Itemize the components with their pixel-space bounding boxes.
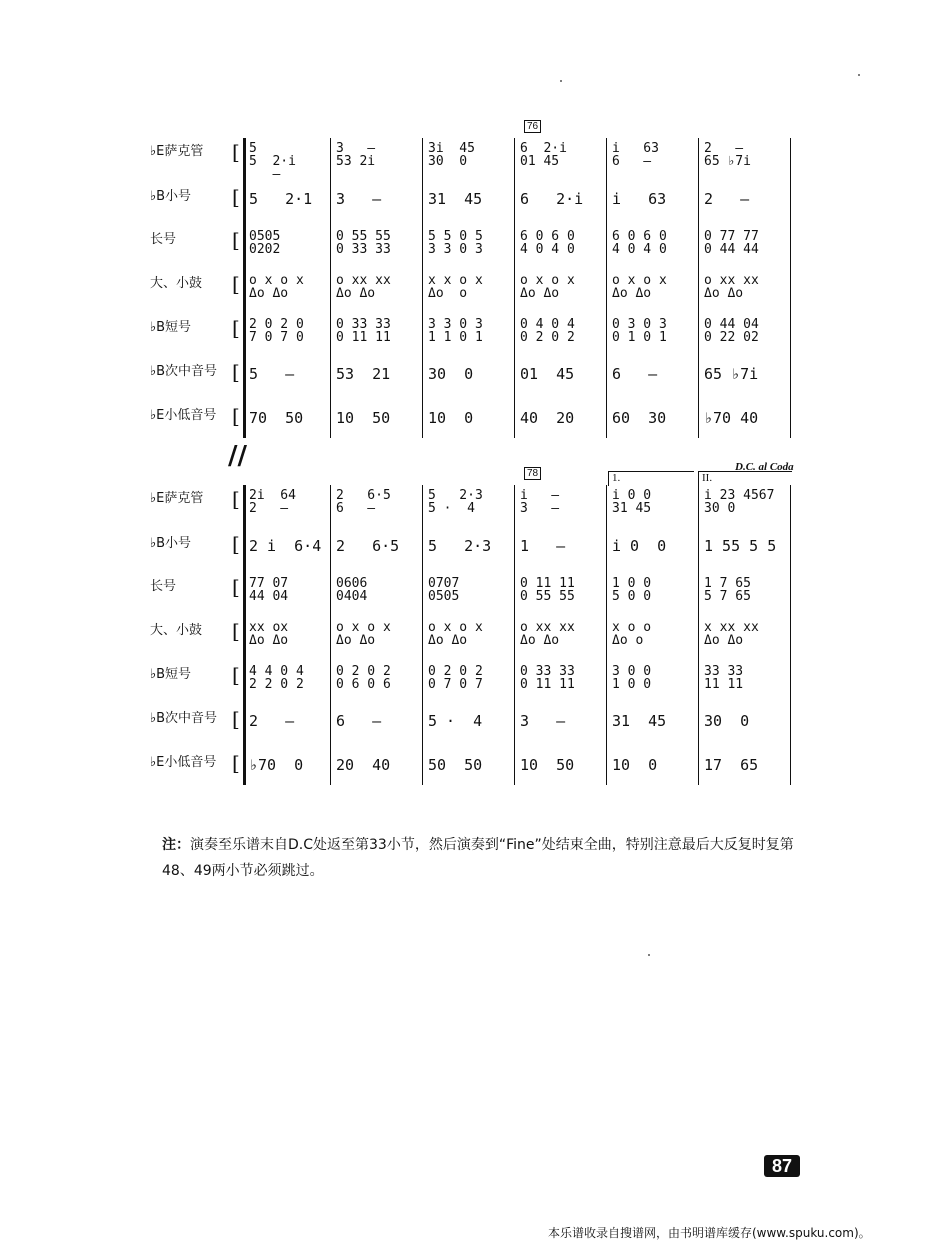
- measure: 5 · 4: [428, 712, 483, 730]
- measure: o x o x Δo Δo: [612, 273, 667, 301]
- measure: 2i 64 2 –: [249, 488, 296, 516]
- measure: 40 20: [520, 409, 575, 427]
- measure: 10 50: [336, 409, 391, 427]
- measure: ♭70 40: [704, 409, 759, 427]
- measure: o xx xx Δo Δo: [520, 620, 575, 648]
- measure: x o o Δo o: [612, 620, 652, 648]
- instrument-label: 长号: [150, 232, 177, 247]
- measure: xx ox Δo Δo: [249, 620, 289, 648]
- rehearsal-mark: 78: [524, 467, 541, 480]
- staff-bracket: [: [232, 707, 240, 731]
- measure: 1 0 0 5 0 0: [612, 576, 652, 604]
- measure: i – 3 –: [520, 488, 560, 516]
- staff-row: [0, 661, 940, 699]
- measure: 6 –: [612, 365, 658, 383]
- measure: 3 –: [520, 712, 566, 730]
- measure: x xx xx Δo Δo: [704, 620, 759, 648]
- instrument-label: ♭B小号: [150, 536, 192, 551]
- barline: [422, 485, 423, 785]
- instrument-label: ♭B短号: [150, 667, 192, 682]
- measure: 53 21: [336, 365, 391, 383]
- staff-bracket: [: [232, 663, 240, 687]
- system-break-mark: //: [228, 441, 247, 471]
- measure: 2 –: [249, 712, 295, 730]
- measure: 2 6·5: [336, 537, 400, 555]
- measure: i 0 0: [612, 537, 667, 555]
- barline: [698, 485, 699, 785]
- measure: 0 11 11 0 55 55: [520, 576, 575, 604]
- performance-note: [162, 832, 812, 884]
- instrument-label: 长号: [150, 579, 177, 594]
- measure: 2 0 2 0 7 0 7 0: [249, 317, 304, 345]
- measure: 5 5 2·i –: [249, 141, 296, 182]
- measure: x x o x Δo o: [428, 273, 483, 301]
- staff-bracket: [: [232, 751, 240, 775]
- dc-al-coda-marking: D.C. al Coda: [735, 461, 794, 473]
- measure: 0505 0202: [249, 229, 281, 257]
- measure: o x o x Δo Δo: [336, 620, 391, 648]
- staff-bracket: [: [232, 360, 240, 384]
- staff-row: [0, 314, 940, 352]
- staff-row: [0, 358, 940, 396]
- measure: 0 3 0 3 0 1 0 1: [612, 317, 667, 345]
- instrument-label: ♭B小号: [150, 189, 192, 204]
- measure: o xx xx Δo Δo: [704, 273, 759, 301]
- measure: 70 50: [249, 409, 304, 427]
- note-text: 演奏至乐谱末自D.C处返至第33小节，然后演奏到“Fine”处结束全曲，特别注意最后大反复时复第48、49两小节必须跳过。: [162, 837, 794, 879]
- measure: 4 4 0 4 2 2 0 2: [249, 664, 304, 692]
- measure: 6 2·i: [520, 190, 584, 208]
- staff-bracket: [: [232, 619, 240, 643]
- measure: 3 3 0 3 1 1 0 1: [428, 317, 483, 345]
- measure: 10 0: [612, 756, 658, 774]
- measure: 6 –: [336, 712, 382, 730]
- barline: [606, 138, 607, 438]
- instrument-label: ♭E萨克管: [150, 144, 204, 159]
- measure: 31 45: [428, 190, 483, 208]
- barline: [243, 485, 246, 785]
- instrument-label: ♭B短号: [150, 320, 192, 335]
- staff-bracket: [: [232, 272, 240, 296]
- measure: ♭70 0: [249, 756, 304, 774]
- measure: 2 i 6·4: [249, 537, 322, 555]
- measure: 1 55 5 5: [704, 537, 777, 555]
- measure: 77 07 44 04: [249, 576, 289, 604]
- measure: 3i 45 30 0: [428, 141, 475, 169]
- source-footer: 本乐谱收录自搜谱网，由书明谱库缓存(www.spuku.com)。: [548, 1226, 871, 1240]
- measure: 2 6·5 6 –: [336, 488, 391, 516]
- measure: 0 33 33 0 11 11: [336, 317, 391, 345]
- measure: 0 55 55 0 33 33: [336, 229, 391, 257]
- measure: 3 – 53 2i: [336, 141, 376, 169]
- measure: 6 2·i 01 45: [520, 141, 567, 169]
- measure: 2 –: [704, 190, 750, 208]
- staff-bracket: [: [232, 140, 240, 164]
- measure: o xx xx Δo Δo: [336, 273, 391, 301]
- staff-row: [0, 402, 940, 440]
- measure: 0 2 0 2 0 6 0 6: [336, 664, 391, 692]
- measure: o x o x Δo Δo: [520, 273, 575, 301]
- instrument-label: 大、小鼓: [150, 623, 203, 638]
- instrument-label: ♭B次中音号: [150, 364, 218, 379]
- instrument-label: ♭B次中音号: [150, 711, 218, 726]
- measure: 5 –: [249, 365, 295, 383]
- barline: [790, 485, 791, 785]
- staff-row: [0, 270, 940, 308]
- measure: 0 44 04 0 22 02: [704, 317, 759, 345]
- staff-bracket: [: [232, 316, 240, 340]
- measure: 17 65: [704, 756, 759, 774]
- staff-row: [0, 617, 940, 655]
- staff-row: [0, 573, 940, 611]
- staff-bracket: [: [232, 404, 240, 428]
- measure: 31 45: [612, 712, 667, 730]
- measure: 1 –: [520, 537, 566, 555]
- measure: 0 2 0 2 0 7 0 7: [428, 664, 483, 692]
- scan-speck: [560, 80, 562, 82]
- note-prefix: 注：: [162, 837, 190, 853]
- volta-first-ending: 1.: [608, 471, 694, 486]
- measure: 0 4 0 4 0 2 0 2: [520, 317, 575, 345]
- barline: [243, 138, 246, 438]
- staff-row: [0, 226, 940, 264]
- measure: 20 40: [336, 756, 391, 774]
- staff-row: [0, 749, 940, 787]
- barline: [606, 485, 607, 785]
- measure: 5 2·1: [249, 190, 313, 208]
- measure: 10 0: [428, 409, 474, 427]
- instrument-label: ♭E小低音号: [150, 408, 217, 423]
- measure: o x o x Δo Δo: [249, 273, 304, 301]
- measure: 0707 0505: [428, 576, 460, 604]
- measure: i 63 6 –: [612, 141, 659, 169]
- page-number: 87: [764, 1155, 800, 1177]
- staff-row: [0, 705, 940, 743]
- barline: [790, 138, 791, 438]
- measure: 65 ♭7i: [704, 365, 759, 383]
- measure: 3 –: [336, 190, 382, 208]
- measure: 5 5 0 5 3 3 0 3: [428, 229, 483, 257]
- measure: 2 – 65 ♭7i: [704, 141, 751, 169]
- staff-bracket: [: [232, 228, 240, 252]
- measure: 60 30: [612, 409, 667, 427]
- staff-bracket: [: [232, 532, 240, 556]
- staff-row: [0, 138, 940, 182]
- barline: [514, 138, 515, 438]
- measure: 6 0 6 0 4 0 4 0: [612, 229, 667, 257]
- instrument-label: 大、小鼓: [150, 276, 203, 291]
- staff-row: [0, 530, 940, 568]
- staff-bracket: [: [232, 487, 240, 511]
- measure: 0 77 77 0 44 44: [704, 229, 759, 257]
- measure: 5 2·3 5 · 4: [428, 488, 483, 516]
- staff-bracket: [: [232, 185, 240, 209]
- measure: 1 7 65 5 7 65: [704, 576, 751, 604]
- barline: [422, 138, 423, 438]
- measure: i 63: [612, 190, 667, 208]
- barline: [330, 138, 331, 438]
- measure: 0606 0404: [336, 576, 368, 604]
- measure: i 0 0 31 45: [612, 488, 652, 516]
- measure: 30 0: [428, 365, 474, 383]
- measure: 01 45: [520, 365, 575, 383]
- measure: 33 33 11 11: [704, 664, 744, 692]
- rehearsal-mark: 76: [524, 120, 541, 133]
- staff-row: [0, 183, 940, 221]
- volta-second-ending: II.: [698, 471, 792, 486]
- measure: 50 50: [428, 756, 483, 774]
- scan-speck: [648, 954, 650, 956]
- barline: [330, 485, 331, 785]
- measure: 0 33 33 0 11 11: [520, 664, 575, 692]
- measure: 10 50: [520, 756, 575, 774]
- measure: 30 0: [704, 712, 750, 730]
- barline: [698, 138, 699, 438]
- measure: o x o x Δo Δo: [428, 620, 483, 648]
- measure: 5 2·3: [428, 537, 492, 555]
- barline: [514, 485, 515, 785]
- staff-bracket: [: [232, 575, 240, 599]
- instrument-label: ♭E小低音号: [150, 755, 217, 770]
- scan-speck: [858, 74, 860, 76]
- measure: i 23 4567 30 0: [704, 488, 775, 516]
- staff-row: [0, 485, 940, 523]
- instrument-label: ♭E萨克管: [150, 491, 204, 506]
- measure: 3 0 0 1 0 0: [612, 664, 652, 692]
- measure: 6 0 6 0 4 0 4 0: [520, 229, 575, 257]
